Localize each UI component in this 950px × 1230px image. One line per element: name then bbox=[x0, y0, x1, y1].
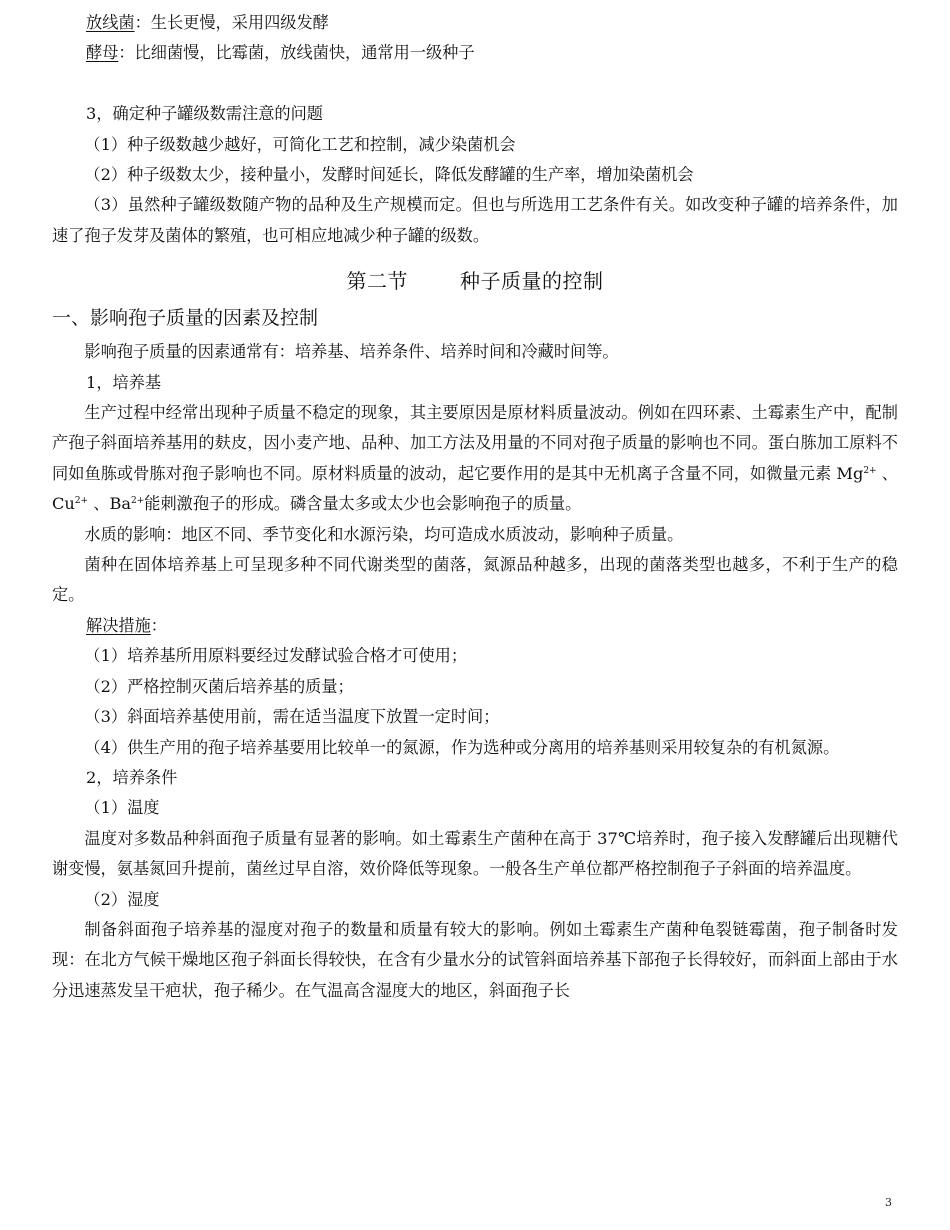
heading-level-1: 一、影响孢子质量的因素及控制 bbox=[52, 307, 319, 330]
medium-heading: 1，培养基 bbox=[86, 372, 162, 392]
temperature-paragraph: 温度对多数品种斜面孢子质量有显著的影响。如土霉素生产菌种在高于 37℃培养时，孢子接入发酵罐后出现糖代谢变慢，氨基氮回升提前，菌丝过早自溶，效价降低等现象。一般各生产单位都严格控制孢子子斜面的培养温度。 bbox=[52, 828, 898, 879]
measure-3: （3）斜面培养基使用前，需在适当温度下放置一定时间； bbox=[84, 707, 500, 727]
factors-intro: 影响孢子质量的因素通常有：培养基、培养条件、培养时间和冷藏时间等。 bbox=[84, 342, 619, 362]
medium-text-after: 能刺激孢子的形成。磷含量太多或太少也会影响孢子的质量。 bbox=[144, 494, 582, 514]
blank-line bbox=[52, 69, 898, 99]
medium-text-before: 生产过程中经常出现种子质量不稳定的现象，其主要原因是原材料质量波动。例如在四环素、土霉素生产中，配制产孢子斜面培养基用的麸皮，因小麦产地、品种、加工方法及用量的不同对孢子质量的影响也不同。蛋白胨加工原料不同如鱼胨或骨胨对孢子影响也不同。原材料质量的波动，起它要作用的是其中无机离子含量不同，如微量元素 bbox=[52, 403, 898, 483]
conditions-heading: 2，培养条件 bbox=[86, 767, 178, 787]
yeast-line bbox=[52, 38, 898, 68]
ion-separator-2: 、 bbox=[88, 494, 110, 514]
yeast-text: ：比细菌慢，比霉菌，放线菌快，通常用一级种子 bbox=[118, 43, 475, 63]
document-page bbox=[52, 8, 898, 1006]
section-name: 种子质量的控制 bbox=[460, 269, 604, 294]
ion-ba-charge: 2+ bbox=[130, 496, 145, 507]
section-title bbox=[52, 261, 898, 301]
ion-cu: Cu bbox=[52, 494, 75, 514]
seed-tank-issue-2: （2）种子级数太少，接种量小，发酵时间延长，降低发酵罐的生产率，增加染菌机会 bbox=[84, 165, 694, 185]
medium-paragraph-water: 水质的影响：地区不同、季节变化和水源污染，均可造成水质波动，影响种子质量。 bbox=[84, 524, 684, 544]
seed-tank-issue-1: （1）种子级数越少越好，可简化工艺和控制，减少染菌机会 bbox=[84, 134, 516, 154]
actinomycetes-text: ：生长更慢，采用四级发酵 bbox=[134, 13, 329, 32]
humidity-heading: （2）湿度 bbox=[84, 889, 160, 909]
ion-separator-1: 、 bbox=[876, 463, 898, 483]
measures-heading bbox=[52, 611, 898, 641]
ion-ba: Ba bbox=[109, 494, 131, 514]
medium-paragraph-1 bbox=[52, 398, 898, 520]
seed-tank-issue-3: （3）虽然种子罐级数随产物的品种及生产规模而定。但也与所选用工艺条件有关。如改变种子罐的培养条件，加速了孢子发芽及菌体的繁殖，也可相应地减少种子罐的级数。 bbox=[52, 195, 898, 245]
actinomycetes-term: 放线菌 bbox=[86, 13, 135, 32]
humidity-paragraph: 制备斜面孢子培养基的湿度对孢子的数量和质量有较大的影响。例如土霉素生产菌种龟裂链霉菌，孢子制备时发现：在北方气候干燥地区孢子斜面长得较快，在含有少量水分的试管斜面培养基下部孢子长得较好，而斜面上部由于水分迅速蒸发呈干疤状，孢子稀少。在气温高含湿度大的地区，斜面孢子长 bbox=[52, 919, 898, 1000]
yeast-term: 酵母 bbox=[86, 43, 119, 63]
ion-mg-charge: 2+ bbox=[863, 465, 877, 476]
ion-cu-charge: 2+ bbox=[74, 496, 89, 507]
measure-4: （4）供生产用的孢子培养基要用比较单一的氮源，作为选种或分离用的培养基则采用较复杂的有机氮源。 bbox=[84, 737, 840, 757]
section-number: 第二节 bbox=[346, 269, 408, 294]
measure-2: （2）严格控制灭菌后培养基的质量； bbox=[84, 676, 354, 696]
actinomycetes-line bbox=[52, 8, 898, 38]
temperature-heading: （1）温度 bbox=[84, 798, 160, 818]
ion-mg: Mg bbox=[836, 463, 864, 483]
seed-tank-issues-heading: 3，确定种子罐级数需注意的问题 bbox=[86, 104, 323, 124]
measures-colon: ： bbox=[150, 615, 167, 635]
medium-paragraph-colonies: 菌种在固体培养基上可呈现多种不同代谢类型的菌落，氮源品种越多，出现的菌落类型也越多，不利于生产的稳定。 bbox=[52, 555, 898, 605]
measures-label: 解决措施 bbox=[86, 615, 151, 635]
page-number: 3 bbox=[885, 1196, 892, 1209]
measure-1: （1）培养基所用原料要经过发酵试验合格才可使用； bbox=[84, 646, 468, 666]
